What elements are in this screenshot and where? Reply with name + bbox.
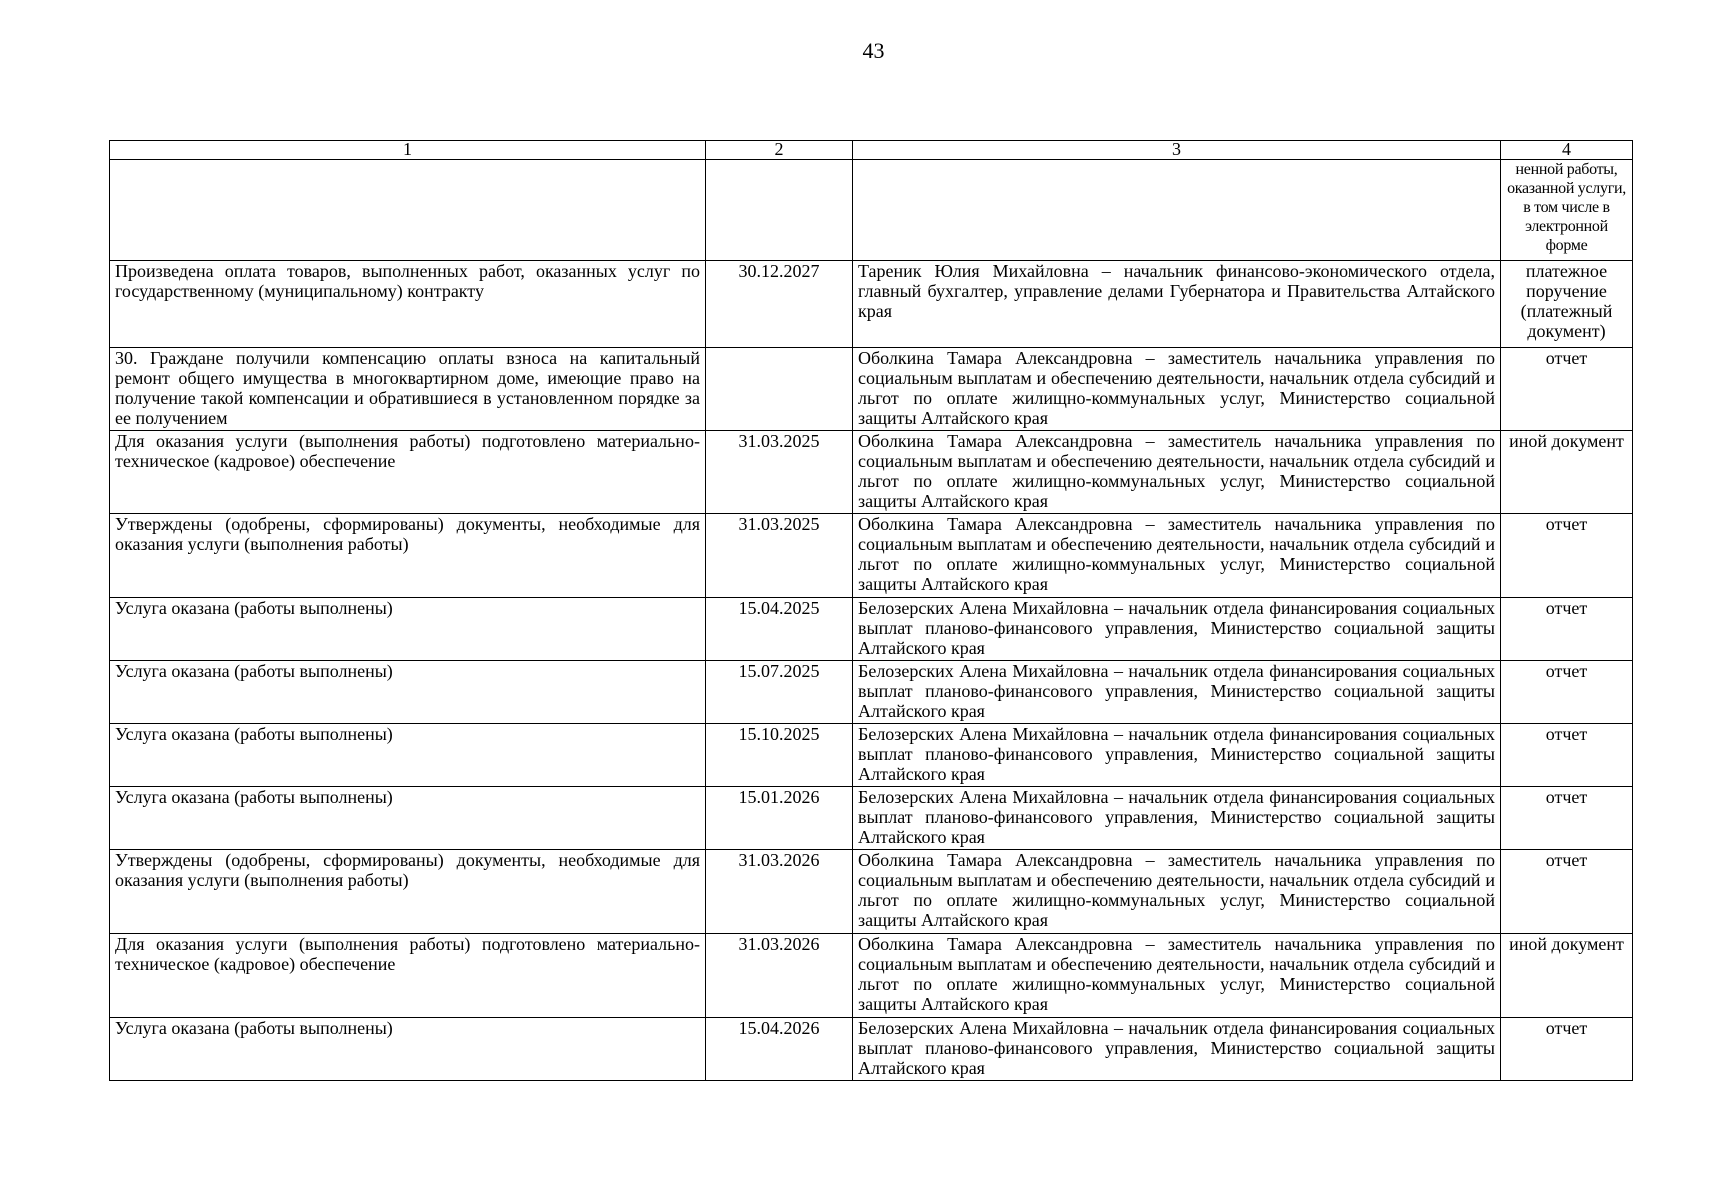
column-number-3: 3 bbox=[853, 141, 1501, 160]
date-cell: 15.07.2025 bbox=[706, 661, 853, 724]
responsible-cell: Белозерских Алена Михайловна – начальник отдела финансирования социальных выплат планово-финансового управления, Министерство социальной защиты Алтайского края bbox=[853, 1018, 1501, 1081]
document-cell: иной документ bbox=[1501, 934, 1633, 1018]
date-cell: 31.03.2026 bbox=[706, 850, 853, 934]
document-cell: иной документ bbox=[1501, 431, 1633, 514]
date-cell bbox=[706, 160, 853, 261]
schedule-table bbox=[109, 140, 1633, 1081]
responsible-cell bbox=[853, 160, 1501, 261]
page-number: 43 bbox=[862, 38, 885, 63]
event-cell: Услуга оказана (работы выполнены) bbox=[110, 787, 706, 850]
responsible-cell: Оболкина Тамара Александровна – заместитель начальника управления по социальным выплатам и обеспечению деятельности, начальник отдела субсидий и льгот по оплате жилищно-коммунальных услуг, Министерство социальной защиты Алтайского края bbox=[853, 850, 1501, 934]
date-cell bbox=[706, 348, 853, 431]
document-cell: отчет bbox=[1501, 1018, 1633, 1081]
date-cell: 31.03.2025 bbox=[706, 431, 853, 514]
event-cell: Услуга оказана (работы выполнены) bbox=[110, 598, 706, 661]
document-cell: отчет bbox=[1501, 348, 1633, 431]
column-number-2: 2 bbox=[706, 141, 853, 160]
document-cell: отчет bbox=[1501, 787, 1633, 850]
responsible-cell: Тареник Юлия Михайловна – начальник финансово-экономического отдела, главный бухгалтер, управление делами Губернатора и Правительства Алтайского края bbox=[853, 261, 1501, 348]
date-cell: 15.10.2025 bbox=[706, 724, 853, 787]
document-cell: платежное поручение (платежный документ) bbox=[1501, 261, 1633, 348]
table-row bbox=[110, 850, 1633, 934]
date-cell: 15.04.2025 bbox=[706, 598, 853, 661]
event-cell: Услуга оказана (работы выполнены) bbox=[110, 661, 706, 724]
event-cell: Для оказания услуги (выполнения работы) подготовлено материально-техническое (кадровое) обеспечение bbox=[110, 934, 706, 1018]
document-cell: отчет bbox=[1501, 598, 1633, 661]
table-row bbox=[110, 661, 1633, 724]
responsible-cell: Оболкина Тамара Александровна – заместитель начальника управления по социальным выплатам и обеспечению деятельности, начальник отдела субсидий и льгот по оплате жилищно-коммунальных услуг, Министерство социальной защиты Алтайского края bbox=[853, 431, 1501, 514]
responsible-cell: Оболкина Тамара Александровна – заместитель начальника управления по социальным выплатам и обеспечению деятельности, начальник отдела субсидий и льгот по оплате жилищно-коммунальных услуг, Министерство социальной защиты Алтайского края bbox=[853, 514, 1501, 598]
date-cell: 30.12.2027 bbox=[706, 261, 853, 348]
table-row bbox=[110, 724, 1633, 787]
responsible-cell: Белозерских Алена Михайловна – начальник отдела финансирования социальных выплат планово-финансового управления, Министерство социальной защиты Алтайского края bbox=[853, 724, 1501, 787]
table-row-continuation bbox=[110, 160, 1633, 261]
table-row bbox=[110, 934, 1633, 1018]
document-cell: ненной работы, оказанной услуги, в том числе в электронной форме bbox=[1501, 160, 1633, 261]
event-cell: Утверждены (одобрены, сформированы) документы, необходимые для оказания услуги (выполнения работы) bbox=[110, 514, 706, 598]
date-cell: 15.01.2026 bbox=[706, 787, 853, 850]
date-cell: 31.03.2025 bbox=[706, 514, 853, 598]
responsible-cell: Оболкина Тамара Александровна – заместитель начальника управления по социальным выплатам и обеспечению деятельности, начальник отдела субсидий и льгот по оплате жилищно-коммунальных услуг, Министерство социальной защиты Алтайского края bbox=[853, 934, 1501, 1018]
responsible-cell: Оболкина Тамара Александровна – заместитель начальника управления по социальным выплатам и обеспечению деятельности, начальник отдела субсидий и льгот по оплате жилищно-коммунальных услуг, Министерство социальной защиты Алтайского края bbox=[853, 348, 1501, 431]
date-cell: 31.03.2026 bbox=[706, 934, 853, 1018]
responsible-cell: Белозерских Алена Михайловна – начальник отдела финансирования социальных выплат планово-финансового управления, Министерство социальной защиты Алтайского края bbox=[853, 661, 1501, 724]
document-cell: отчет bbox=[1501, 514, 1633, 598]
column-number-1: 1 bbox=[110, 141, 706, 160]
event-cell: Произведена оплата товаров, выполненных работ, оказанных услуг по государственному (муниципальному) контракту bbox=[110, 261, 706, 348]
column-number-4: 4 bbox=[1501, 141, 1633, 160]
table-row bbox=[110, 431, 1633, 514]
event-cell: Для оказания услуги (выполнения работы) подготовлено материально-техническое (кадровое) обеспечение bbox=[110, 431, 706, 514]
event-cell bbox=[110, 160, 706, 261]
document-cell: отчет bbox=[1501, 850, 1633, 934]
table-row bbox=[110, 1018, 1633, 1081]
table-row bbox=[110, 787, 1633, 850]
event-cell: 30. Граждане получили компенсацию оплаты взноса на капитальный ремонт общего имущества в многоквартирном доме, имеющие право на получение такой компенсации и обратившиеся в установленном порядке за ее получением bbox=[110, 348, 706, 431]
responsible-cell: Белозерских Алена Михайловна – начальник отдела финансирования социальных выплат планово-финансового управления, Министерство социальной защиты Алтайского края bbox=[853, 787, 1501, 850]
document-cell: отчет bbox=[1501, 724, 1633, 787]
date-cell: 15.04.2026 bbox=[706, 1018, 853, 1081]
event-cell: Услуга оказана (работы выполнены) bbox=[110, 724, 706, 787]
column-number-row bbox=[110, 141, 1633, 160]
table-row bbox=[110, 514, 1633, 598]
event-cell: Услуга оказана (работы выполнены) bbox=[110, 1018, 706, 1081]
document-cell: отчет bbox=[1501, 661, 1633, 724]
table-row bbox=[110, 598, 1633, 661]
event-cell: Утверждены (одобрены, сформированы) документы, необходимые для оказания услуги (выполнения работы) bbox=[110, 850, 706, 934]
responsible-cell: Белозерских Алена Михайловна – начальник отдела финансирования социальных выплат планово-финансового управления, Министерство социальной защиты Алтайского края bbox=[853, 598, 1501, 661]
table-row bbox=[110, 348, 1633, 431]
table-row bbox=[110, 261, 1633, 348]
